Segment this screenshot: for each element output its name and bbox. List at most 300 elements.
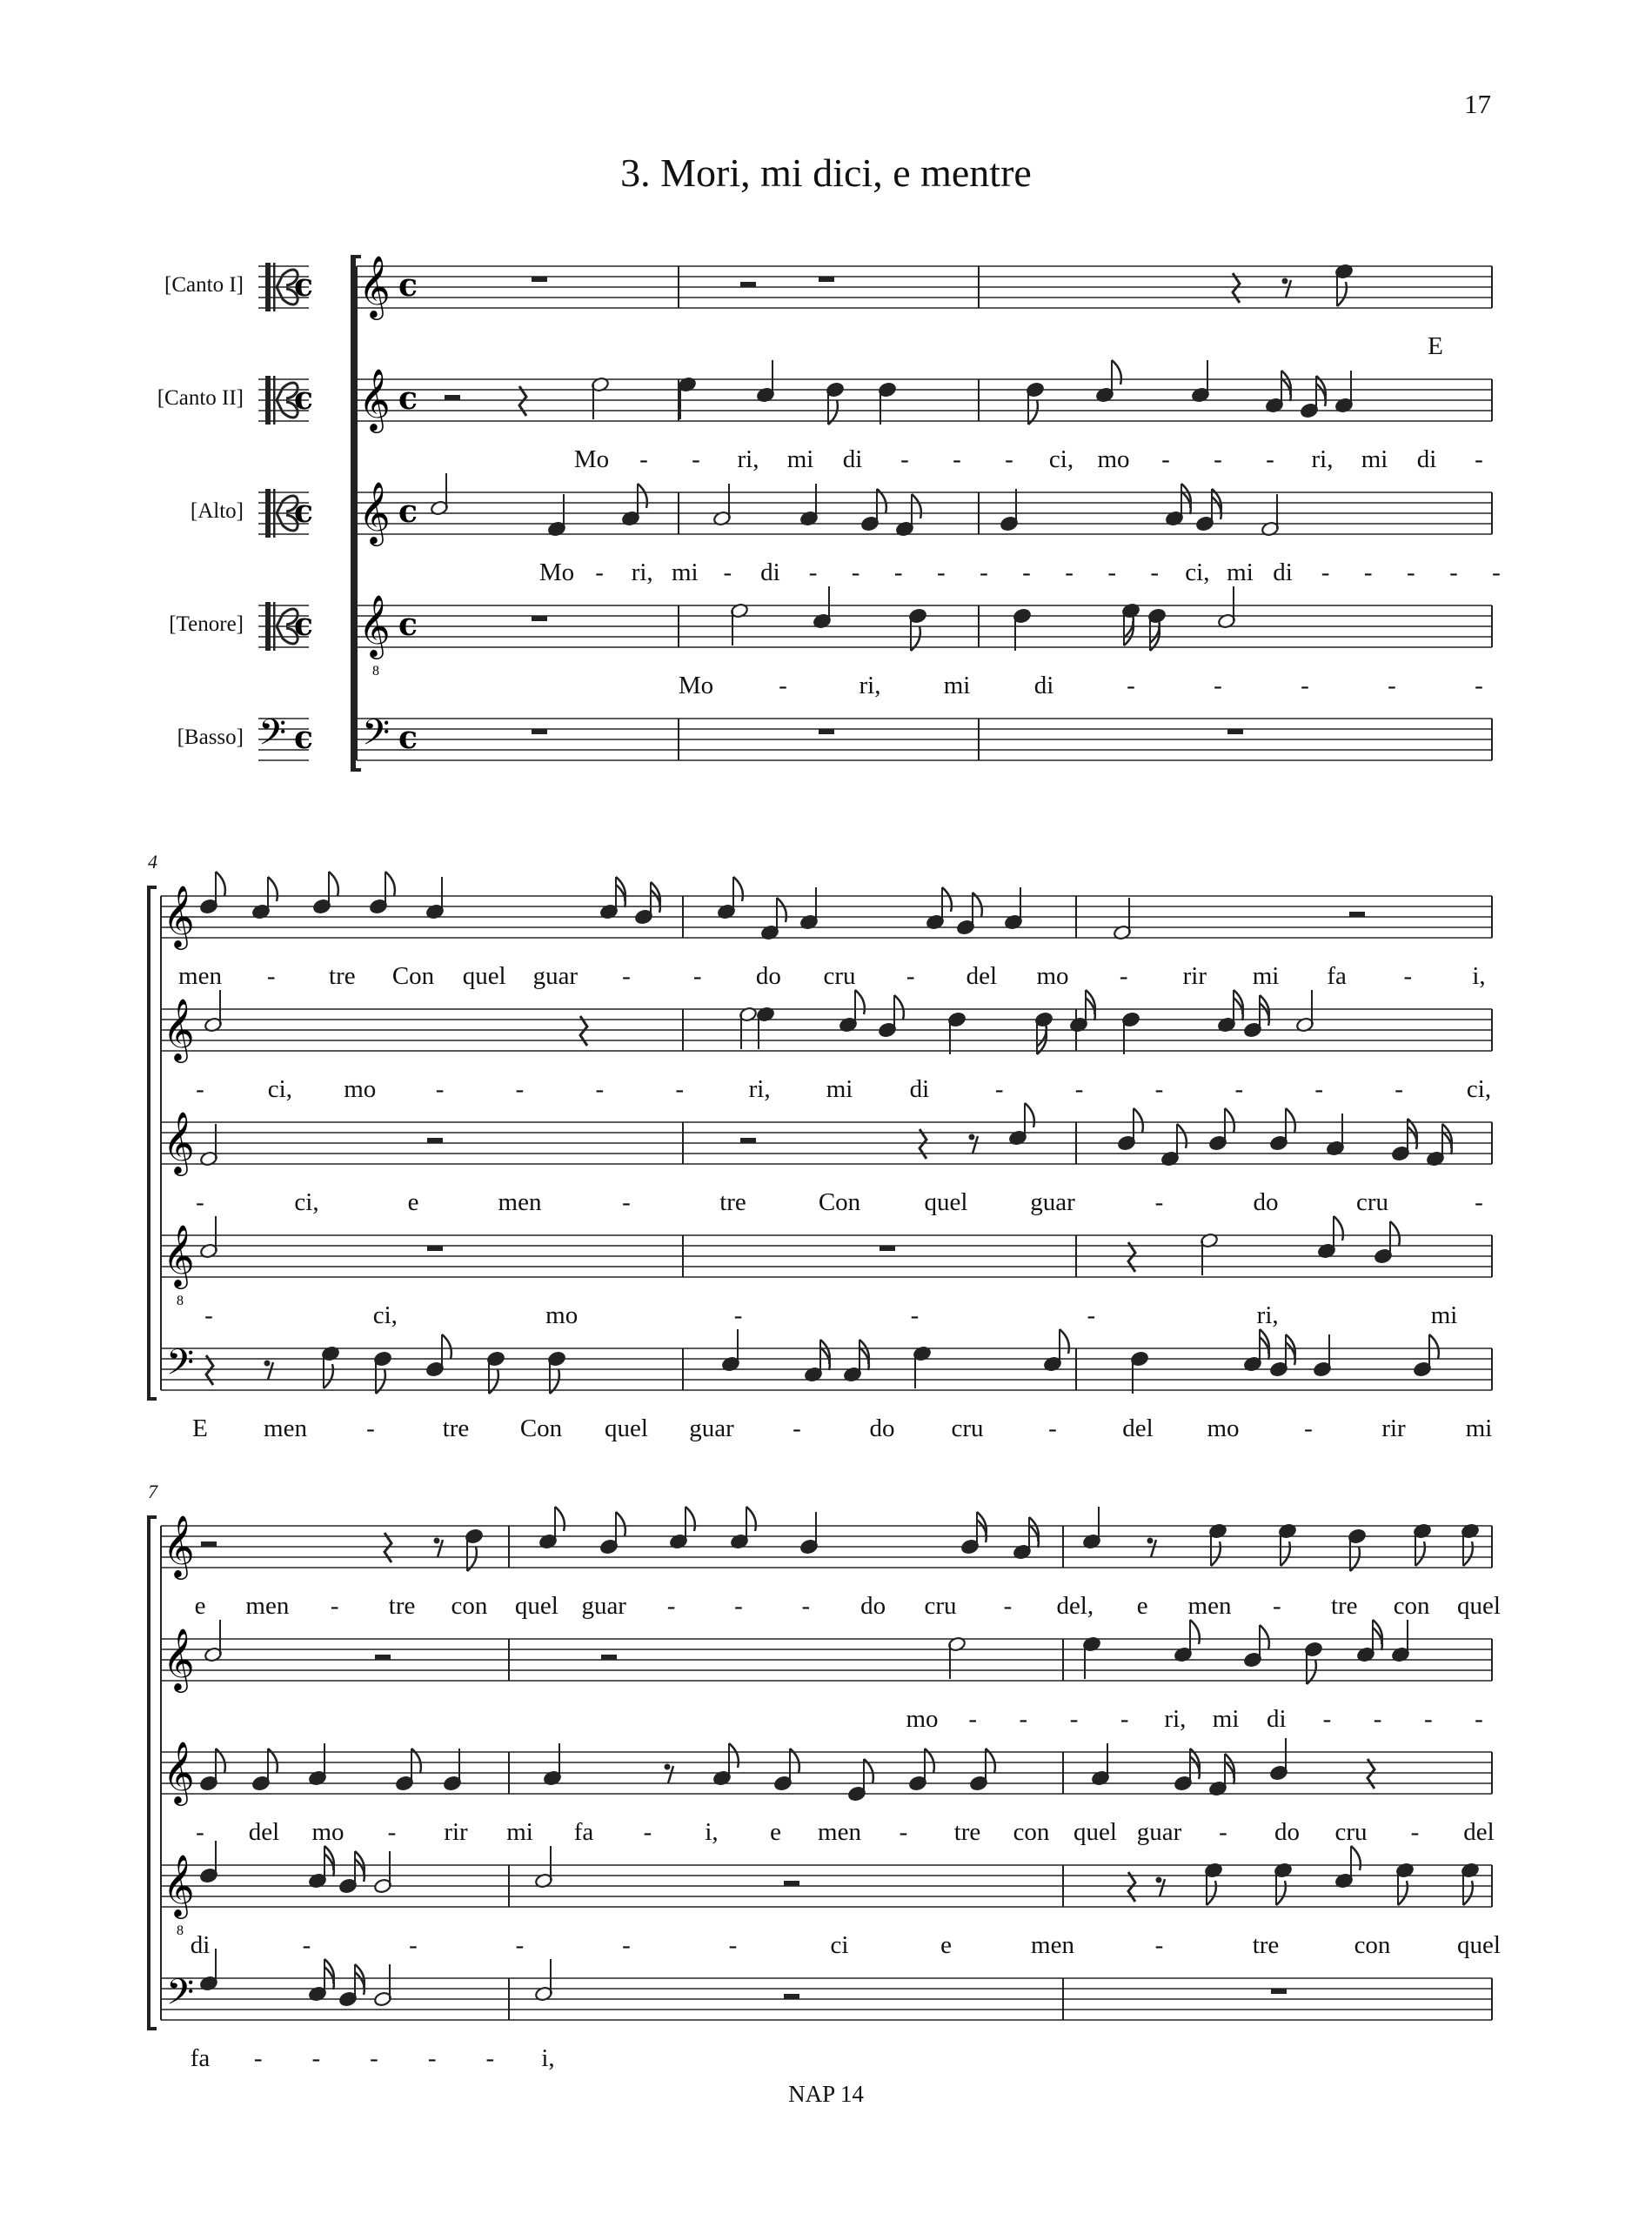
incipit-c-clef bbox=[273, 602, 276, 651]
lyric-syllable: tre bbox=[719, 1188, 746, 1216]
lyric-syllable: - bbox=[1074, 1075, 1084, 1103]
whole-rest bbox=[819, 277, 834, 282]
lyric-syllable: del, bbox=[1056, 1592, 1094, 1620]
lyric-syllable: men bbox=[1031, 1931, 1074, 1959]
time-signature: c bbox=[398, 493, 418, 530]
treble-clef: 𝄞 bbox=[163, 1514, 195, 1577]
lyric-syllable: ci, bbox=[267, 1075, 292, 1103]
lyric-syllable: tre bbox=[1330, 1592, 1358, 1620]
lyric-syllable: ri, bbox=[1311, 445, 1334, 473]
lyric-syllable: mo bbox=[1036, 962, 1069, 990]
lyric-syllable: ri, bbox=[748, 1075, 771, 1103]
lyric-syllable: mo bbox=[344, 1075, 377, 1103]
lyric-syllable: do bbox=[755, 962, 781, 990]
lyric-syllable: - bbox=[899, 1818, 908, 1846]
lyric-syllable: ri, bbox=[859, 672, 881, 699]
time-signature: c bbox=[398, 606, 418, 643]
lyric-syllable: quel bbox=[514, 1592, 558, 1620]
system-bracket bbox=[149, 887, 157, 1399]
lyric-syllable: tre bbox=[953, 1818, 981, 1846]
note-flag bbox=[442, 1334, 451, 1359]
lyric-syllable: di bbox=[1273, 558, 1293, 586]
lyric-syllable: - bbox=[1266, 445, 1274, 473]
lyric-syllable: - bbox=[1475, 445, 1483, 473]
footer-label: NAP 14 bbox=[788, 2081, 864, 2107]
note-flag bbox=[1463, 1881, 1473, 1905]
note-flag bbox=[216, 872, 225, 896]
treble-clef: 𝄞 bbox=[163, 1110, 195, 1174]
lyric-syllable: cru bbox=[1334, 1818, 1368, 1846]
lyric-syllable: - bbox=[622, 1188, 631, 1216]
note-flag bbox=[686, 1507, 695, 1531]
note-flag bbox=[385, 872, 395, 896]
lyric-syllable: tre bbox=[329, 962, 356, 990]
note-flag bbox=[1060, 1329, 1069, 1354]
whole-rest bbox=[1271, 1989, 1287, 1994]
note-flag bbox=[638, 484, 647, 508]
note-flag bbox=[329, 872, 338, 896]
lyric-syllable: - bbox=[1005, 445, 1013, 473]
note-flag bbox=[1415, 1542, 1425, 1566]
lyric-syllable: - bbox=[1234, 1075, 1244, 1103]
note-flag bbox=[855, 990, 865, 1014]
note-flag bbox=[1351, 1846, 1361, 1870]
lyric-syllable: - bbox=[1406, 558, 1415, 586]
lyric-syllable: mi bbox=[671, 558, 699, 586]
lyric-syllable: - bbox=[1065, 558, 1073, 586]
note-flag bbox=[942, 887, 952, 912]
lyric-syllable: rir bbox=[444, 1818, 468, 1846]
note-flag bbox=[894, 995, 904, 1020]
lyric-syllable: ri, bbox=[1256, 1301, 1279, 1329]
half-rest bbox=[445, 395, 460, 400]
note-flag bbox=[1211, 1542, 1221, 1566]
treble-clef: 𝄞 bbox=[358, 480, 391, 544]
lyric-syllable: mi bbox=[1430, 1301, 1458, 1329]
lyric-syllable: ci, bbox=[294, 1188, 319, 1216]
lyric-syllable: con bbox=[1354, 1931, 1391, 1959]
lyric-syllable: del bbox=[1463, 1818, 1495, 1846]
lyric-syllable: - bbox=[1120, 1705, 1129, 1733]
treble-clef: 𝄞 bbox=[358, 254, 391, 318]
lyric-syllable: di bbox=[842, 445, 863, 473]
lyric-syllable: - bbox=[906, 962, 915, 990]
treble-clef: 𝄞 bbox=[163, 997, 195, 1060]
treble-clef: 𝄞 bbox=[358, 593, 391, 657]
half-rest bbox=[601, 1655, 617, 1660]
lyric-syllable: di bbox=[1266, 1705, 1287, 1733]
lyric-syllable: di bbox=[190, 1931, 211, 1959]
lyric-syllable: guar bbox=[581, 1592, 626, 1620]
lyric-syllable: mo bbox=[906, 1705, 939, 1733]
lyric-syllable: - bbox=[1003, 1592, 1013, 1620]
lyric-syllable: e bbox=[1136, 1592, 1148, 1620]
bass-clef: 𝄢 bbox=[166, 1341, 195, 1392]
lyric-syllable: con bbox=[1393, 1592, 1430, 1620]
half-rest bbox=[1349, 912, 1365, 917]
lyric-syllable: - bbox=[515, 1931, 525, 1959]
lyric-syllable: rir bbox=[1182, 962, 1207, 990]
lyric-syllable: - bbox=[1214, 445, 1222, 473]
lyric-syllable: - bbox=[1475, 1705, 1483, 1733]
lyric-syllable: cru bbox=[1355, 1188, 1389, 1216]
lyric-syllable: - bbox=[370, 2044, 378, 2072]
lyric-syllable: - bbox=[1022, 558, 1031, 586]
lyric-syllable: e bbox=[940, 1931, 952, 1959]
lyric-syllable: - bbox=[515, 1075, 525, 1103]
note-flag bbox=[1207, 1881, 1216, 1905]
treble-clef: 𝄞 bbox=[163, 1853, 195, 1916]
lyric-syllable: - bbox=[1150, 558, 1160, 586]
note-flag bbox=[733, 877, 743, 901]
lyric-syllable: do bbox=[1274, 1818, 1300, 1846]
lyric-syllable: ci, bbox=[372, 1301, 398, 1329]
lyric-syllable: quel bbox=[605, 1414, 648, 1442]
note-flag bbox=[1463, 1542, 1473, 1566]
lyric-syllable: i, bbox=[1472, 962, 1486, 990]
lyric-syllable: cru bbox=[823, 962, 856, 990]
eighth-rest bbox=[1282, 278, 1288, 284]
lyric-syllable: mi bbox=[1465, 1414, 1493, 1442]
lyric-syllable: - bbox=[808, 558, 818, 586]
lyric-syllable: men bbox=[245, 1592, 290, 1620]
lyric-syllable: fa bbox=[573, 1818, 594, 1846]
lyric-syllable: - bbox=[1403, 962, 1413, 990]
quarter-rest bbox=[1128, 1242, 1135, 1272]
note-flag bbox=[1112, 360, 1121, 385]
lyric-syllable: ci, bbox=[1466, 1075, 1492, 1103]
lyric-syllable: - bbox=[994, 1075, 1004, 1103]
system-bracket bbox=[149, 1517, 157, 2029]
lyric-syllable: e bbox=[407, 1188, 419, 1216]
lyric-syllable: - bbox=[643, 1818, 652, 1846]
half-rest bbox=[784, 1881, 799, 1886]
lyric-syllable: mi bbox=[1361, 445, 1388, 473]
whole-rest bbox=[532, 729, 547, 734]
lyric-syllable: - bbox=[1304, 1414, 1313, 1442]
lyric-syllable: guar bbox=[1030, 1188, 1075, 1216]
lyric-syllable: - bbox=[387, 1818, 397, 1846]
half-rest bbox=[784, 1994, 799, 1999]
lyric-syllable: - bbox=[1388, 672, 1396, 699]
time-signature: c bbox=[398, 267, 418, 304]
note-flag bbox=[1276, 1881, 1286, 1905]
lyric-syllable: i, bbox=[705, 1818, 719, 1846]
lyric-syllable: ci bbox=[830, 1931, 849, 1959]
lyric-syllable: - bbox=[675, 1075, 685, 1103]
quarter-rest bbox=[206, 1355, 213, 1385]
treble-clef: 𝄞 bbox=[163, 884, 195, 947]
lyric-syllable: - bbox=[1273, 1592, 1281, 1620]
incipit-time-signature: c bbox=[294, 606, 313, 643]
lyric-syllable: - bbox=[1314, 1075, 1324, 1103]
lyric-syllable: guar bbox=[689, 1414, 734, 1442]
lyric-syllable: - bbox=[893, 558, 903, 586]
note-flag bbox=[1281, 1542, 1290, 1566]
lyric-syllable: - bbox=[666, 1592, 676, 1620]
note-flag bbox=[1286, 1108, 1295, 1133]
lyric-syllable: ri, bbox=[737, 445, 759, 473]
half-rest bbox=[201, 1542, 217, 1547]
half-rest bbox=[740, 282, 756, 287]
lyric-syllable: tre bbox=[1252, 1931, 1280, 1959]
note-flag bbox=[1398, 1881, 1408, 1905]
lyric-syllable: do bbox=[1253, 1188, 1279, 1216]
treble-clef: 𝄞 bbox=[163, 1627, 195, 1690]
lyric-syllable: con bbox=[1013, 1818, 1050, 1846]
note-flag bbox=[1337, 282, 1347, 306]
lyric-syllable: - bbox=[779, 672, 787, 699]
whole-rest bbox=[532, 616, 547, 621]
note-flag bbox=[1334, 1216, 1343, 1241]
lyric-syllable: men bbox=[178, 962, 222, 990]
note-flag bbox=[1025, 1103, 1034, 1127]
lyric-syllable: e bbox=[194, 1592, 206, 1620]
lyric-syllable: quel bbox=[1457, 1592, 1501, 1620]
lyric-syllable: mo bbox=[1207, 1414, 1240, 1442]
eighth-rest bbox=[1156, 1877, 1162, 1883]
note-flag bbox=[1225, 1108, 1234, 1133]
incipit-bass-clef: 𝄢 bbox=[258, 712, 287, 762]
lyric-syllable: e bbox=[770, 1818, 781, 1846]
lyric-syllable: - bbox=[723, 558, 732, 586]
lyric-syllable: quel bbox=[462, 962, 506, 990]
incipit-c-clef bbox=[265, 602, 271, 651]
lyric-syllable: quel bbox=[1457, 1931, 1501, 1959]
lyric-syllable: mo bbox=[311, 1818, 344, 1846]
lyric-syllable: mo bbox=[545, 1301, 579, 1329]
lyric-syllable: - bbox=[1449, 558, 1458, 586]
lyric-syllable: - bbox=[266, 962, 276, 990]
lyric-syllable: - bbox=[1019, 1705, 1028, 1733]
lyric-syllable: mi bbox=[506, 1818, 533, 1846]
lyric-syllable: Con bbox=[519, 1414, 563, 1442]
note-flag bbox=[268, 877, 278, 901]
measure-number-7: 7 bbox=[148, 1481, 157, 1502]
lyric-syllable: - bbox=[639, 445, 648, 473]
whole-rest bbox=[819, 729, 834, 734]
lyric-syllable: del bbox=[248, 1818, 280, 1846]
lyric-syllable: fa bbox=[1327, 962, 1347, 990]
note-flag bbox=[324, 1364, 333, 1388]
lyric-syllable: guar bbox=[1136, 1818, 1182, 1846]
lyric-syllable: - bbox=[1301, 672, 1309, 699]
lyric-syllable: di bbox=[1416, 445, 1437, 473]
whole-rest bbox=[1227, 729, 1243, 734]
lyric-syllable: mi bbox=[826, 1075, 853, 1103]
lyric-syllable: del bbox=[966, 962, 998, 990]
lyric-syllable: ci, bbox=[1048, 445, 1074, 473]
note-flag bbox=[1390, 1221, 1400, 1246]
lyric-syllable: - bbox=[366, 1414, 375, 1442]
lyric-syllable: di bbox=[1033, 672, 1054, 699]
voice-label-tenore: [Tenore] bbox=[169, 612, 244, 636]
lyric-syllable: - bbox=[330, 1592, 339, 1620]
piece-title: 3. Mori, mi dici, e mentre bbox=[620, 150, 1032, 195]
lyric-syllable: men bbox=[498, 1188, 542, 1216]
lyric-syllable: - bbox=[196, 1818, 204, 1846]
lyric-syllable: mi bbox=[1252, 962, 1280, 990]
whole-rest bbox=[427, 1246, 443, 1251]
quarter-rest bbox=[920, 1129, 926, 1159]
lyric-syllable: - bbox=[1154, 1188, 1164, 1216]
lyric-syllable: - bbox=[1048, 1414, 1057, 1442]
eighth-rest bbox=[969, 1134, 975, 1140]
lyric-syllable: - bbox=[485, 2044, 495, 2072]
voice-label-basso: [Basso] bbox=[177, 726, 244, 749]
lyric-syllable: - bbox=[1119, 962, 1128, 990]
lyric-syllable: mi bbox=[1227, 558, 1254, 586]
lyric-syllable: - bbox=[1069, 1705, 1079, 1733]
bass-clef: 𝄢 bbox=[166, 1971, 195, 2022]
lyric-syllable: - bbox=[1087, 1301, 1096, 1329]
lyric-syllable: - bbox=[204, 1301, 213, 1329]
lyric-syllable: - bbox=[1322, 1705, 1332, 1733]
lyric-syllable: - bbox=[595, 558, 604, 586]
lyric-syllable: E bbox=[1428, 332, 1443, 360]
treble-clef: 𝄞 bbox=[163, 1740, 195, 1803]
lyric-syllable: - bbox=[1423, 1705, 1433, 1733]
lyric-syllable: Mo bbox=[573, 445, 610, 473]
lyric-syllable: mi bbox=[943, 672, 971, 699]
lyric-syllable: ri, bbox=[1164, 1705, 1187, 1733]
quarter-rest bbox=[385, 1533, 391, 1562]
lyric-syllable: - bbox=[851, 558, 860, 586]
time-signature: c bbox=[398, 380, 418, 417]
page-number: 17 bbox=[1464, 89, 1491, 119]
eighth-rest bbox=[665, 1764, 671, 1770]
octave-mark: 8 bbox=[177, 1294, 184, 1308]
lyric-syllable: - bbox=[734, 1592, 743, 1620]
incipit-c-clef bbox=[265, 489, 271, 538]
incipit-c-clef bbox=[273, 263, 276, 311]
note-flag bbox=[555, 1507, 565, 1531]
note-flag bbox=[1260, 1625, 1269, 1649]
half-rest bbox=[740, 1138, 756, 1143]
lyric-syllable: fa bbox=[190, 2044, 211, 2072]
lyric-syllable: di bbox=[909, 1075, 930, 1103]
lyric-syllable: - bbox=[409, 1931, 418, 1959]
note-flag bbox=[729, 1743, 739, 1768]
eighth-rest bbox=[434, 1538, 440, 1544]
lyric-syllable: - bbox=[622, 962, 631, 990]
lyric-syllable: i, bbox=[541, 2044, 555, 2072]
lyric-syllable: - bbox=[1107, 558, 1117, 586]
incipit-c-clef bbox=[265, 263, 271, 311]
lyric-syllable: - bbox=[692, 962, 702, 990]
lyric-syllable: - bbox=[595, 1075, 605, 1103]
octave-mark: 8 bbox=[177, 1923, 184, 1938]
whole-rest bbox=[880, 1246, 895, 1251]
incipit-c-clef bbox=[273, 376, 276, 425]
quarter-rest bbox=[519, 386, 526, 416]
lyric-syllable: - bbox=[733, 1301, 743, 1329]
lyric-syllable: - bbox=[435, 1075, 445, 1103]
lyric-syllable: - bbox=[1492, 558, 1501, 586]
lyric-syllable: - bbox=[953, 445, 961, 473]
lyric-syllable: rir bbox=[1381, 1414, 1406, 1442]
lyric-syllable: tre bbox=[388, 1592, 416, 1620]
note-flag bbox=[1190, 1620, 1200, 1644]
note-flag bbox=[746, 1507, 756, 1531]
lyric-syllable: ri, bbox=[631, 558, 653, 586]
quarter-rest bbox=[580, 1016, 587, 1046]
quarter-rest bbox=[1128, 1872, 1135, 1902]
lyric-syllable: - bbox=[793, 1414, 801, 1442]
lyric-syllable: men bbox=[818, 1818, 861, 1846]
octave-mark: 8 bbox=[372, 664, 379, 679]
note-flag bbox=[1177, 1124, 1187, 1148]
lyric-syllable: - bbox=[728, 1931, 738, 1959]
incipit-time-signature: c bbox=[294, 719, 313, 756]
lyric-syllable: - bbox=[196, 1075, 204, 1103]
lyric-syllable: Con bbox=[818, 1188, 861, 1216]
note-flag bbox=[1134, 1108, 1143, 1133]
lyric-syllable: Mo bbox=[678, 672, 714, 699]
treble-clef: 𝄞 bbox=[358, 367, 391, 431]
lyric-syllable: - bbox=[1214, 672, 1222, 699]
voice-label-canto-2: [Canto II] bbox=[157, 386, 244, 410]
lyric-syllable: Mo bbox=[538, 558, 575, 586]
lyric-syllable: del bbox=[1122, 1414, 1154, 1442]
lyric-syllable: men bbox=[1187, 1592, 1232, 1620]
half-rest bbox=[427, 1138, 443, 1143]
lyric-syllable: di bbox=[760, 558, 780, 586]
lyric-syllable: - bbox=[1395, 1075, 1403, 1103]
note-flag bbox=[1429, 1334, 1439, 1359]
lyric-syllable: - bbox=[1363, 558, 1373, 586]
lyric-syllable: mi bbox=[1212, 1705, 1240, 1733]
lyric-syllable: - bbox=[910, 1301, 920, 1329]
lyric-syllable: - bbox=[692, 445, 700, 473]
lyric-syllable: - bbox=[1475, 1188, 1483, 1216]
lyric-syllable: - bbox=[980, 558, 988, 586]
lyric-syllable: - bbox=[311, 2044, 321, 2072]
lyric-syllable: cru bbox=[924, 1592, 957, 1620]
incipit-c-clef bbox=[265, 376, 271, 425]
lyric-syllable: Con bbox=[391, 962, 435, 990]
quarter-rest bbox=[1368, 1759, 1374, 1789]
note-flag bbox=[912, 494, 921, 518]
lyric-syllable: - bbox=[1154, 1931, 1164, 1959]
incipit-time-signature: c bbox=[294, 493, 313, 530]
lyric-syllable: E bbox=[192, 1414, 208, 1442]
whole-rest bbox=[532, 277, 547, 282]
lyric-syllable: - bbox=[1321, 558, 1330, 586]
lyric-syllable: - bbox=[1373, 1705, 1382, 1733]
note-flag bbox=[616, 1512, 625, 1536]
lyric-syllable: - bbox=[1154, 1075, 1164, 1103]
lyric-syllable: do bbox=[869, 1414, 895, 1442]
lyric-syllable: mo bbox=[1097, 445, 1130, 473]
incipit-time-signature: c bbox=[294, 380, 313, 417]
voice-label-canto-1: [Canto I] bbox=[164, 273, 244, 297]
voice-label-alto: [Alto] bbox=[190, 499, 244, 523]
quarter-rest bbox=[1233, 273, 1240, 303]
eighth-rest bbox=[264, 1361, 271, 1367]
lyric-syllable: - bbox=[801, 1592, 811, 1620]
lyric-syllable: - bbox=[1475, 672, 1483, 699]
lyric-syllable: - bbox=[968, 1705, 978, 1733]
note-flag bbox=[777, 898, 786, 922]
incipit-time-signature: c bbox=[294, 267, 313, 304]
lyric-syllable: - bbox=[196, 1188, 204, 1216]
lyric-syllable: quel bbox=[1073, 1818, 1117, 1846]
lyric-syllable: mi bbox=[786, 445, 814, 473]
lyric-syllable: - bbox=[427, 2044, 437, 2072]
lyric-syllable: - bbox=[302, 1931, 311, 1959]
lyric-syllable: - bbox=[1161, 445, 1170, 473]
